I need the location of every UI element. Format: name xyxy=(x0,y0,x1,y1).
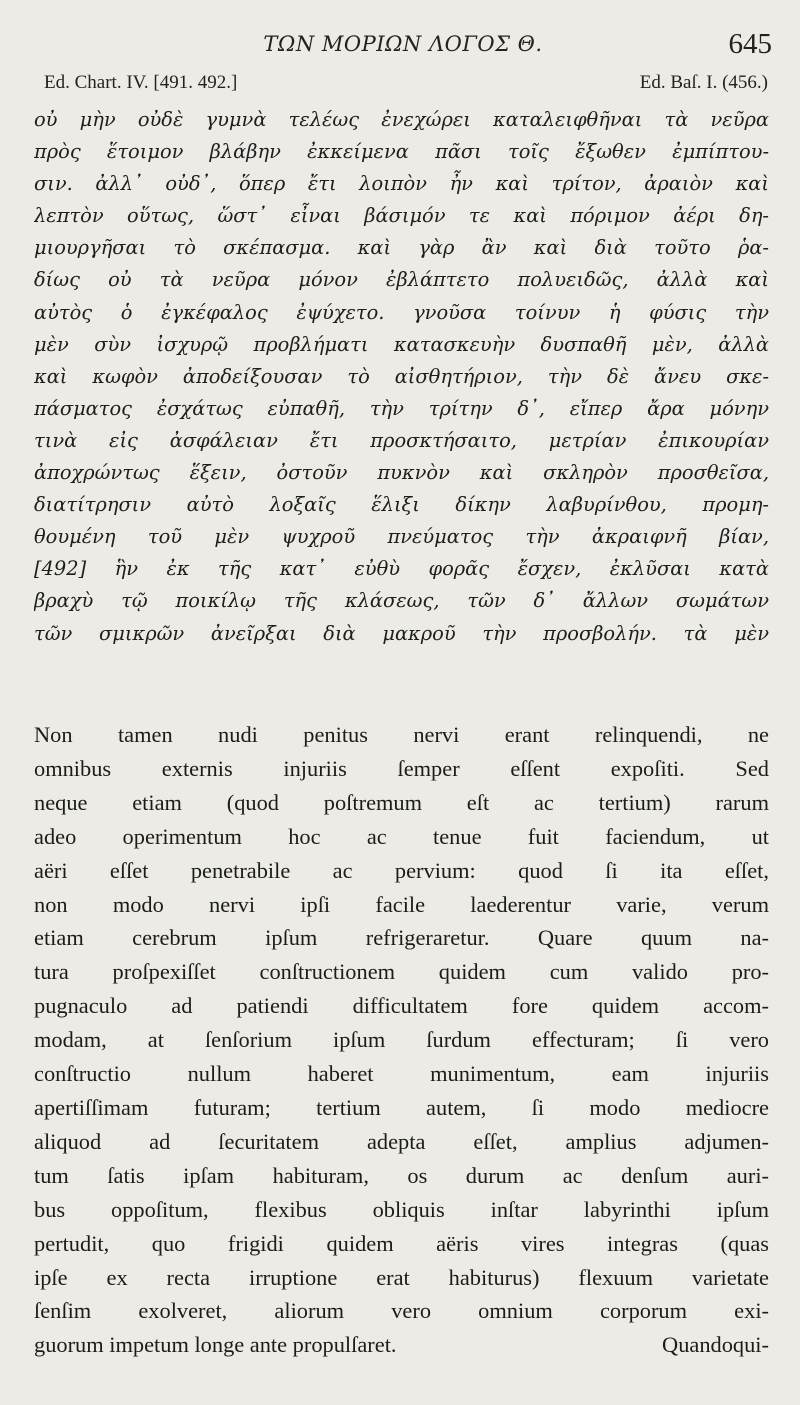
edition-reference-line xyxy=(44,72,768,102)
latin-text-line: pertudit, quo frigidi quidem aëris vires integras (quas xyxy=(34,1230,769,1256)
greek-text-line: [492] ἣν ἐκ τῆς κατ᾿ εὐθὺ φορᾶς ἔσχεν, ἐκλῦσαι κατὰ xyxy=(34,557,769,581)
greek-text-line: βραχὺ τῷ ποικίλῳ τῆς κλάσεως, τῶν δ᾿ ἄλλων σωμάτων xyxy=(34,589,769,613)
greek-text-line: καὶ κωφὸν ἀποδείξουσαν τὸ αἰσθητήριον, τὴν δὲ ἄνευ σκε- xyxy=(34,364,769,388)
greek-text-line: θουμένη τοῦ μὲν ψυχροῦ πνεύματος τὴν ἀκραιφνῆ βίαν, xyxy=(34,525,769,549)
latin-text-line: ipſe ex recta irruptione erat habiturus) flexuum varietate xyxy=(34,1264,769,1290)
greek-text-line: λεπτὸν οὕτως, ὥστ᾿ εἶναι βάσιμόν τε καὶ πόριμον ἀέρι δη- xyxy=(34,204,769,228)
greek-text-line: δίως οὐ τὰ νεῦρα μόνον ἐβλάπτετο πολυειδῶς, ἀλλὰ καὶ xyxy=(34,268,769,292)
latin-text-line: omnibus externis injuriis ſemper eſſent expoſiti. Sed xyxy=(34,755,769,781)
latin-text-line: conſtructio nullum haberet munimentum, eam injuriis xyxy=(34,1061,769,1087)
latin-text-line: modam, at ſenſorium ipſum ſurdum effecturam; ſi vero xyxy=(34,1027,769,1053)
latin-text-line: bus oppoſitum, flexibus obliquis inſtar labyrinthi ipſum xyxy=(34,1196,769,1222)
greek-text-line: πρὸς ἕτοιμον βλάβην ἐκκείμενα πᾶσι τοῖς ἔξωθεν ἐμπίπτου- xyxy=(34,140,769,164)
latin-text-line: etiam cerebrum ipſum refrigeraretur. Quare quum na- xyxy=(34,925,769,951)
latin-text-line: tum ſatis ipſam habituram, os durum ac denſum auri- xyxy=(34,1162,769,1188)
latin-translation-block xyxy=(34,718,769,1362)
greek-text-line: τινὰ εἰς ἀσφάλειαν ἔτι προσκτήσαιτο, μετρίαν ἐπικουρίαν xyxy=(34,428,769,452)
latin-last-line-text: guorum impetum longe ante propulſaret. xyxy=(34,1332,397,1358)
greek-text-line: αὐτὸς ὁ ἐγκέφαλος ἐψύχετο. γνοῦσα τοίνυν ἡ φύσις τὴν xyxy=(34,300,769,324)
latin-text-line: ſenſim exolveret, aliorum vero omnium corporum exi- xyxy=(34,1298,769,1324)
greek-text-line: σιν. ἀλλ᾿ οὐδ᾿, ὅπερ ἔτι λοιπὸν ἦν καὶ τρίτον, ἀραιὸν καὶ xyxy=(34,172,769,196)
latin-text-line: aëri eſſet penetrabile ac pervium: quod ſi ita eſſet, xyxy=(34,857,769,883)
greek-text-block xyxy=(34,104,769,650)
latin-text-line: pugnaculo ad patiendi difficultatem fore quidem accom- xyxy=(34,993,769,1019)
running-title: ΤΩΝ ΜΟΡΙΩΝ ΛΟΓΟΣ Θ. xyxy=(263,32,543,56)
catchword: Quandoqui- xyxy=(662,1332,769,1358)
latin-text-line: neque etiam (quod poſtremum eſt ac tertium) rarum xyxy=(34,789,769,815)
latin-text-line: apertiſſimam futuram; tertium autem, ſi modo mediocre xyxy=(34,1094,769,1120)
edition-chartier-reference: Ed. Chart. IV. [491. 492.] xyxy=(44,72,238,93)
edition-basel-reference: Ed. Baſ. I. (456.) xyxy=(639,72,768,93)
greek-text-line: ἀποχρώντως ἕξειν, ὀστοῦν πυκνὸν καὶ σκληρὸν προσθεῖσα, xyxy=(34,461,769,485)
greek-text-line: τῶν σμικρῶν ἀνεῖρξαι διὰ μακροῦ τὴν προσβολήν. τὰ μὲν xyxy=(34,621,769,645)
page-number: 645 xyxy=(728,28,772,60)
greek-text-line: μιουργῆσαι τὸ σκέπασμα. καὶ γὰρ ἂν καὶ διὰ τοῦτο ῥα- xyxy=(34,236,769,260)
greek-text-line: διατίτρησιν αὐτὸ λοξαῖς ἕλιξι δίκην λαβυρίνθου, προμη- xyxy=(34,493,769,517)
latin-text-line: adeo operimentum hoc ac tenue fuit faciendum, ut xyxy=(34,823,769,849)
running-head xyxy=(34,28,772,68)
greek-text-line: μὲν σὺν ἰσχυρῷ προβλήματι κατασκευὴν δυσπαθῆ μὲν, ἀλλὰ xyxy=(34,332,769,356)
greek-text-line: οὐ μὴν οὐδὲ γυμνὰ τελέως ἐνεχώρει καταλειφθῆναι τὰ νεῦρα xyxy=(34,108,769,131)
greek-text-line: πάσματος ἐσχάτως εὐπαθῆ, τὴν τρίτην δ᾿, εἴπερ ἄρα μόνην xyxy=(34,396,769,420)
latin-text-line-last xyxy=(34,1328,769,1362)
latin-text-line: aliquod ad ſecuritatem adepta eſſet, amplius adjumen- xyxy=(34,1128,769,1154)
latin-text-line: Non tamen nudi penitus nervi erant relinquendi, ne xyxy=(34,722,769,747)
latin-text-line: tura proſpexiſſet conſtructionem quidem cum valido pro- xyxy=(34,959,769,985)
latin-text-line: non modo nervi ipſi facile laederentur varie, verum xyxy=(34,891,769,917)
